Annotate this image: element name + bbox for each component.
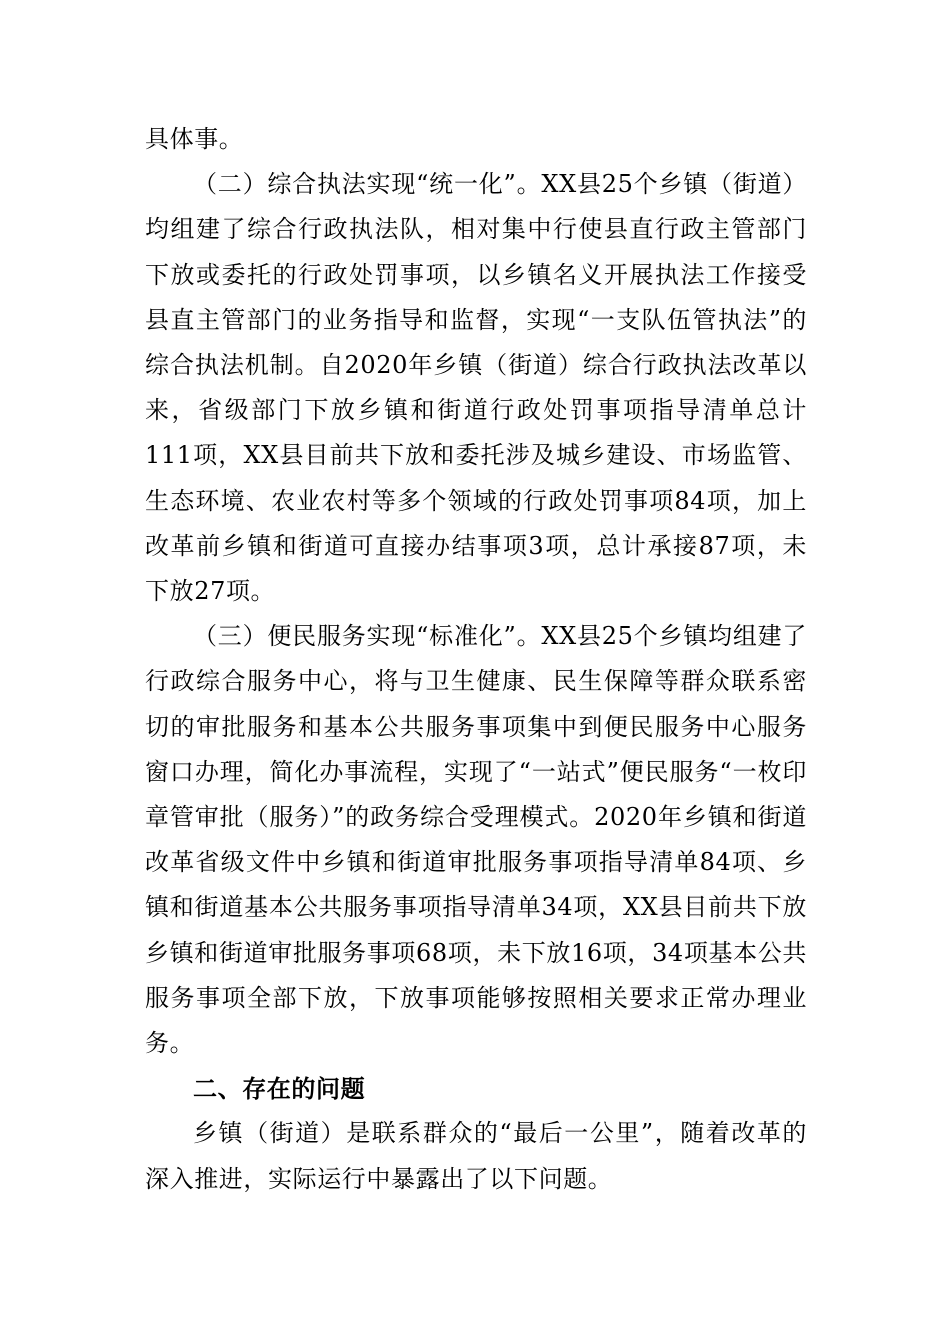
section-heading-problems: 二、存在的问题 bbox=[193, 1074, 366, 1104]
paragraph-comprehensive-enforcement: （二）综合执法实现“统一化”。XX县25个乡镇（街道）均组建了综合行政执法队，相对集中行使县直行政主管部门下放或委托的行政处罚事项，以乡镇名义开展执法工作接受县直主管部门的业务指导和监督，实现“一支队伍管执法”的综合执法机制。自2020年乡镇（街道）综合行政执法改革以来，省级部门下放乡镇和街道行政处罚事项指导清单总计111项，XX县目前共下放和委托涉及城乡建设、市场监管、生态环境、农业农村等多个领域的行政处罚事项84项，加上改革前乡镇和街道可直接办结事项3项，总计承接87项，未下放27项。 bbox=[145, 170, 807, 606]
paragraph-continuation: 具体事。 bbox=[145, 125, 244, 153]
paragraph-problems-intro: 乡镇（街道）是联系群众的“最后一公里”，随着改革的深入推进，实际运行中暴露出了以下问题。 bbox=[145, 1119, 807, 1193]
document-body bbox=[145, 117, 807, 1202]
paragraph-convenience-services: （三）便民服务实现“标准化”。XX县25个乡镇均组建了行政综合服务中心，将与卫生健康、民生保障等群众联系密切的审批服务和基本公共服务事项集中到便民服务中心服务窗口办理，简化办事流程，实现了“一站式”便民服务“一枚印章管审批（服务）”的政务综合受理模式。2020年乡镇和街道改革省级文件中乡镇和街道审批服务事项指导清单84项、乡镇和街道基本公共服务事项指导清单34项，XX县目前共下放乡镇和街道审批服务事项68项，未下放16项，34项基本公共服务事项全部下放，下放事项能够按照相关要求正常办理业务。 bbox=[145, 622, 807, 1058]
